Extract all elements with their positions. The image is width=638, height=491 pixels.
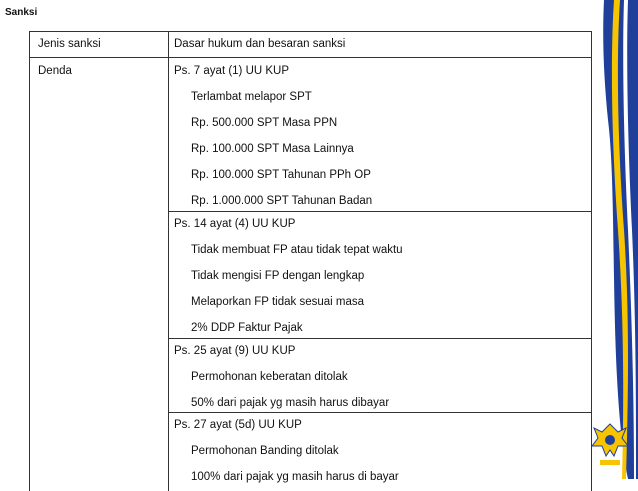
header-dasar-hukum: Dasar hukum dan besaran sanksi: [174, 38, 346, 50]
group-4-law: Ps. 27 ayat (5d) UU KUP: [174, 419, 302, 431]
group-2-item-3: Melaporkan FP tidak sesuai masa: [191, 296, 365, 308]
group-divider-1: [168, 211, 591, 212]
group-divider-2: [168, 338, 591, 339]
group-3-law: Ps. 25 ayat (9) UU KUP: [174, 345, 296, 357]
header-divider: [30, 57, 591, 58]
emblem-icon: [590, 420, 630, 472]
group-1-item-4: Rp. 100.000 SPT Tahunan PPh OP: [191, 169, 371, 181]
column-divider: [168, 32, 169, 491]
row-label-denda: Denda: [38, 65, 72, 77]
group-1-law: Ps. 7 ayat (1) UU KUP: [174, 65, 290, 77]
group-3-item-1: Permohonan keberatan ditolak: [191, 371, 348, 383]
header-jenis-sanksi: Jenis sanksi: [38, 38, 101, 50]
group-divider-3: [168, 412, 591, 413]
page-title: Sanksi: [5, 7, 38, 18]
decorative-ribbon: [598, 0, 638, 479]
group-1-item-5: Rp. 1.000.000 SPT Tahunan Badan: [191, 195, 373, 207]
group-4-item-1: Permohonan Banding ditolak: [191, 445, 339, 457]
group-2-item-2: Tidak mengisi FP dengan lengkap: [191, 270, 365, 282]
group-1-item-3: Rp. 100.000 SPT Masa Lainnya: [191, 143, 354, 155]
group-2-item-4: 2% DDP Faktur Pajak: [191, 322, 303, 334]
group-1-item-1: Terlambat melapor SPT: [191, 91, 312, 103]
group-3-item-2: 50% dari pajak yg masih harus dibayar: [191, 397, 390, 409]
group-1-item-2: Rp. 500.000 SPT Masa PPN: [191, 117, 338, 129]
group-2-law: Ps. 14 ayat (4) UU KUP: [174, 218, 296, 230]
group-2-item-1: Tidak membuat FP atau tidak tepat waktu: [191, 244, 403, 256]
group-4-item-2: 100% dari pajak yg masih harus di bayar: [191, 471, 399, 483]
sanctions-table: [29, 31, 592, 491]
